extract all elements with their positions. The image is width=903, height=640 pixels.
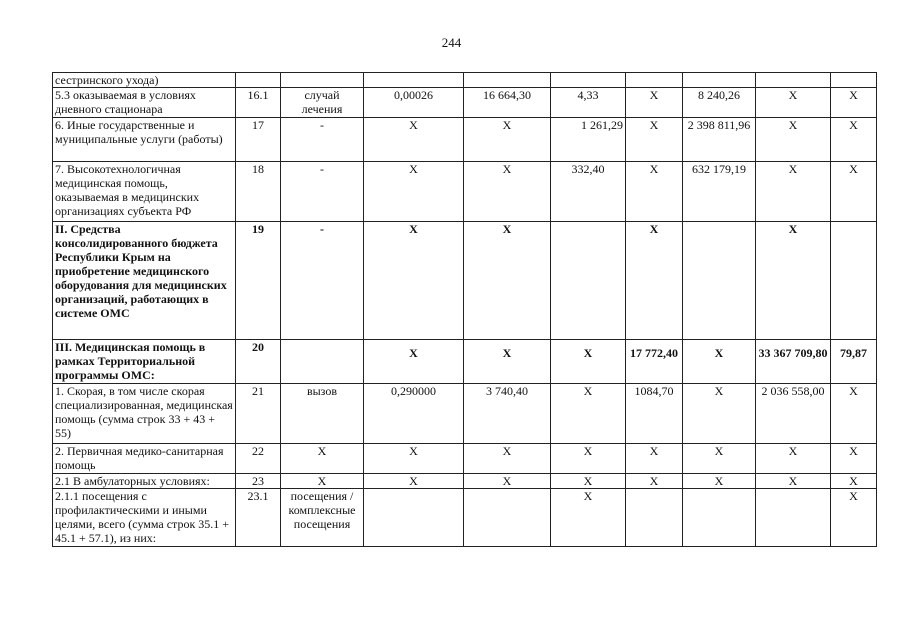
cell: 79,87: [831, 340, 877, 384]
cell: 632 179,19: [683, 162, 756, 222]
cell: X: [683, 444, 756, 474]
cell: X: [364, 162, 464, 222]
row-code: 20: [236, 340, 281, 384]
cell: X: [756, 162, 831, 222]
cell: X: [831, 489, 877, 547]
row-name: II. Средства консолидированного бюджета Республики Крым на приобретение медицинского оборудования для медицинских организаций, работающих в системе ОМС: [53, 222, 236, 340]
cell: X: [464, 444, 551, 474]
cell: 4,33: [551, 88, 626, 118]
cell: [551, 73, 626, 88]
row-unit: -: [281, 118, 364, 162]
row-code: [236, 73, 281, 88]
table-row: [53, 162, 877, 222]
cell: X: [626, 162, 683, 222]
cell: X: [683, 340, 756, 384]
cell: [683, 73, 756, 88]
row-code: 19: [236, 222, 281, 340]
table-row: [53, 118, 877, 162]
row-name: 2. Первичная медико-санитарная помощь: [53, 444, 236, 474]
cell: 8 240,26: [683, 88, 756, 118]
cell: X: [464, 474, 551, 489]
cell: X: [626, 118, 683, 162]
cell: X: [364, 222, 464, 340]
cell: [756, 489, 831, 547]
row-unit: X: [281, 474, 364, 489]
cell: X: [464, 118, 551, 162]
cell: X: [551, 444, 626, 474]
row-unit: вызов: [281, 384, 364, 444]
cell: X: [551, 474, 626, 489]
table-row: [53, 474, 877, 489]
cell: X: [464, 222, 551, 340]
cell: X: [626, 444, 683, 474]
cell: X: [364, 444, 464, 474]
cell: [831, 222, 877, 340]
cell: X: [831, 162, 877, 222]
cell: [551, 222, 626, 340]
cell: X: [756, 88, 831, 118]
row-code: 23: [236, 474, 281, 489]
cell: X: [551, 384, 626, 444]
cell: X: [626, 222, 683, 340]
cell: 0,00026: [364, 88, 464, 118]
row-name: 2.1.1 посещения с профилактическими и иными целями, всего (сумма строк 35.1 + 45.1 + 57.1), из них:: [53, 489, 236, 547]
table-row: [53, 340, 877, 384]
cell: [364, 73, 464, 88]
cell: [464, 489, 551, 547]
table-row: [53, 489, 877, 547]
cell: X: [756, 118, 831, 162]
row-unit: [281, 73, 364, 88]
row-name: 6. Иные государственные и муниципальные услуги (работы): [53, 118, 236, 162]
cell: [831, 73, 877, 88]
row-unit: -: [281, 222, 364, 340]
cell: X: [551, 489, 626, 547]
row-code: 21: [236, 384, 281, 444]
cell: X: [831, 88, 877, 118]
cell: [683, 222, 756, 340]
cell: X: [364, 340, 464, 384]
cell: X: [626, 88, 683, 118]
cell: X: [364, 474, 464, 489]
row-unit: случай лечения: [281, 88, 364, 118]
row-code: 18: [236, 162, 281, 222]
financing-table: [52, 72, 877, 547]
row-name: 1. Скорая, в том числе скорая специализированная, медицинская помощь (сумма строк 33 + 43 + 55): [53, 384, 236, 444]
cell: X: [756, 444, 831, 474]
cell: 16 664,30: [464, 88, 551, 118]
row-name: 7. Высокотехнологичная медицинская помощь, оказываемая в медицинских организациях субъекта РФ: [53, 162, 236, 222]
cell: X: [756, 222, 831, 340]
table-row: [53, 444, 877, 474]
row-unit: -: [281, 162, 364, 222]
cell: 2 036 558,00: [756, 384, 831, 444]
cell: X: [464, 162, 551, 222]
page-number: 244: [441, 35, 462, 50]
cell: 1084,70: [626, 384, 683, 444]
table-row: [53, 73, 877, 88]
cell: 3 740,40: [464, 384, 551, 444]
cell: 2 398 811,96: [683, 118, 756, 162]
cell: X: [683, 384, 756, 444]
cell: X: [551, 340, 626, 384]
cell: 0,290000: [364, 384, 464, 444]
cell: 332,40: [551, 162, 626, 222]
cell: 1 261,29: [551, 118, 626, 162]
row-code: 23.1: [236, 489, 281, 547]
cell: X: [831, 384, 877, 444]
row-unit: посещения / комплексные посещения: [281, 489, 364, 547]
cell: [364, 489, 464, 547]
cell: X: [464, 340, 551, 384]
row-code: 22: [236, 444, 281, 474]
row-code: 16.1: [236, 88, 281, 118]
cell: [464, 73, 551, 88]
cell: 33 367 709,80: [756, 340, 831, 384]
row-unit: X: [281, 444, 364, 474]
cell: [626, 73, 683, 88]
cell: 17 772,40: [626, 340, 683, 384]
row-name: III. Медицинская помощь в рамках Территориальной программы ОМС:: [53, 340, 236, 384]
cell: X: [364, 118, 464, 162]
table-row: [53, 88, 877, 118]
cell: X: [626, 474, 683, 489]
table-row: [53, 222, 877, 340]
cell: [683, 489, 756, 547]
cell: [626, 489, 683, 547]
row-name: 5.3 оказываемая в условиях дневного стационара: [53, 88, 236, 118]
row-code: 17: [236, 118, 281, 162]
row-name: 2.1 В амбулаторных условиях:: [53, 474, 236, 489]
cell: X: [831, 474, 877, 489]
row-name: сестринского ухода): [53, 73, 236, 88]
cell: X: [683, 474, 756, 489]
table-row: [53, 384, 877, 444]
row-unit: [281, 340, 364, 384]
cell: X: [831, 444, 877, 474]
cell: [756, 73, 831, 88]
cell: X: [756, 474, 831, 489]
cell: X: [831, 118, 877, 162]
